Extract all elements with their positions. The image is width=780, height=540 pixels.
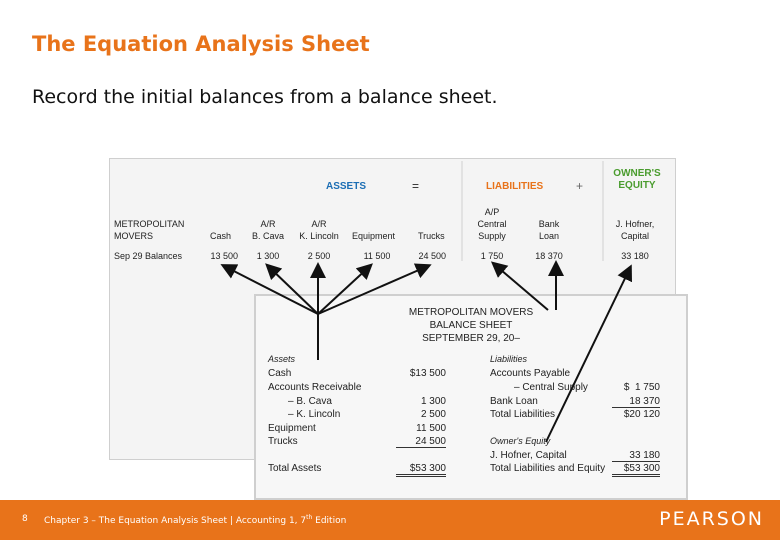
footer-bar: [0, 500, 780, 540]
bs-cash-label: Cash: [268, 368, 292, 379]
bs-central-amount: $ 1 750: [623, 382, 660, 393]
bs-capital-label: J. Hofner, Capital: [490, 450, 567, 461]
divider: [461, 161, 463, 261]
balance-sheet-title: BALANCE SHEET: [429, 320, 513, 331]
bs-total-liabilities-amount: $20 120: [623, 409, 660, 420]
liabilities-section-label: Liabilities: [490, 354, 528, 364]
bs-equipment-label: Equipment: [268, 423, 316, 434]
pearson-logo: PEARSON: [659, 508, 764, 530]
balances-row-label: Sep 29 Balances: [114, 251, 183, 261]
divider: [602, 161, 604, 261]
column-header-capital-1: J. Hofner,: [615, 219, 655, 229]
bs-trucks-label: Trucks: [268, 436, 298, 447]
company-name-line1: METROPOLITAN: [114, 219, 185, 229]
column-header-ar-1: A/R: [260, 219, 276, 229]
balance-ap-central: 1 750: [480, 251, 504, 261]
bs-lincoln-label: – K. Lincoln: [288, 409, 341, 420]
balance-equipment: 11 500: [363, 251, 391, 261]
equity-heading-line1: OWNER'S: [613, 168, 661, 179]
bs-trucks-amount: 24 500: [396, 436, 446, 448]
footer-caption-text: Chapter 3 – The Equation Analysis Sheet | Accounting 1, 7: [44, 516, 307, 526]
bs-central-label: – Central Supply: [514, 382, 588, 393]
equals-sign: =: [412, 179, 420, 193]
equity-section-label: Owner's Equity: [490, 436, 551, 446]
slide-subtitle: Record the initial balances from a balance sheet.: [32, 86, 498, 108]
column-header-ar-lincoln: K. Lincoln: [299, 231, 339, 241]
balance-sheet: [254, 294, 688, 500]
assets-section-label: Assets: [268, 354, 296, 364]
column-header-cash: Cash: [210, 231, 232, 241]
company-name-line2: MOVERS: [114, 231, 154, 241]
column-header-ap-3: Supply: [478, 231, 506, 241]
bs-lincoln-amount: 2 500: [420, 409, 446, 420]
bs-ap-label: Accounts Payable: [490, 368, 571, 379]
liabilities-heading: LIABILITIES: [486, 181, 544, 192]
bs-cava-amount: 1 300: [420, 396, 446, 407]
bs-bank-label: Bank Loan: [490, 396, 538, 407]
equity-heading-line2: EQUITY: [618, 180, 656, 191]
footer-caption-sup: th: [306, 514, 313, 521]
column-header-ar-2: A/R: [311, 219, 327, 229]
column-header-trucks: Trucks: [418, 231, 445, 241]
bs-total-assets-amount: $53 300: [396, 463, 446, 477]
bs-bank-amount: 18 370: [612, 396, 660, 408]
plus-sign: +: [576, 179, 584, 193]
column-header-ap-2: Central: [477, 219, 507, 229]
bs-ar-label: Accounts Receivable: [268, 382, 362, 393]
bs-capital-amount: 33 180: [612, 450, 660, 462]
page-number: 8: [22, 514, 28, 524]
footer-caption: [44, 514, 346, 526]
assets-heading: ASSETS: [326, 181, 367, 192]
footer-caption-end: Edition: [312, 516, 347, 526]
balance-capital: 33 180: [621, 251, 649, 261]
balance-bank-loan: 18 370: [535, 251, 563, 261]
bs-cava-label: – B. Cava: [288, 396, 332, 407]
bs-total-le-label: Total Liabilities and Equity: [490, 463, 606, 474]
bs-cash-amount: $13 500: [409, 368, 446, 379]
bs-total-assets-label: Total Assets: [268, 463, 322, 474]
balance-sheet-company: METROPOLITAN MOVERS: [408, 307, 534, 318]
bs-total-liabilities-label: Total Liabilities: [490, 409, 556, 420]
balance-sheet-date: SEPTEMBER 29, 20–: [422, 333, 520, 344]
balance-ar-cava: 1 300: [256, 251, 280, 261]
bs-equipment-amount: 11 500: [416, 423, 446, 434]
balance-trucks: 24 500: [418, 251, 446, 261]
column-header-bank-2: Loan: [538, 231, 560, 241]
column-header-bank-1: Bank: [538, 219, 560, 229]
bs-total-le-amount: $53 300: [612, 463, 660, 477]
column-header-capital-2: Capital: [620, 231, 649, 241]
column-header-ap-1: A/P: [484, 207, 500, 217]
balance-ar-lincoln: 2 500: [307, 251, 331, 261]
column-header-equipment: Equipment: [352, 231, 396, 241]
slide-title: The Equation Analysis Sheet: [32, 32, 370, 56]
balance-cash: 13 500: [210, 251, 238, 261]
column-header-ar-cava: B. Cava: [251, 231, 284, 241]
